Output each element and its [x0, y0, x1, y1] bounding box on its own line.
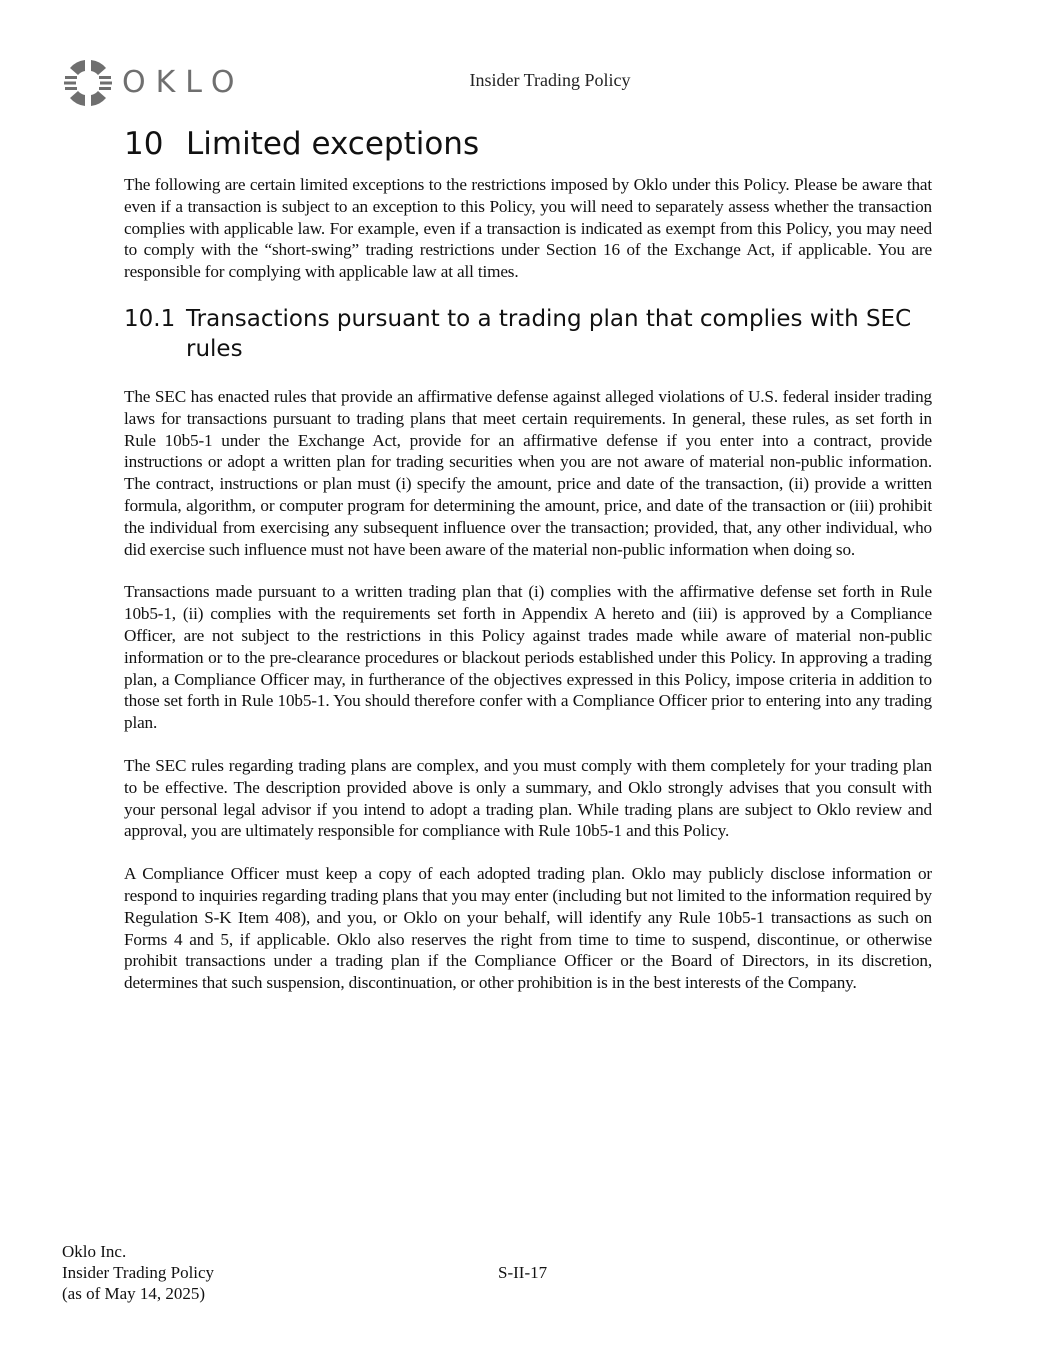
section-intro-paragraph: The following are certain limited exceptions to the restrictions imposed by Oklo under this Policy. Please be aware that even if a transaction is subject to an exception to this Policy, you will need to separately assess whether the transaction complies with applicable law. For example, even if a transaction is indicated as exempt from this Policy, you may need to comply with the “short-swing” trading restrictions under Section 16 of the Exchange Act, if applicable. You are responsible for complying with applicable law at all times.: [124, 175, 932, 282]
subsection-number: 10.1: [124, 305, 176, 332]
section-heading: [124, 122, 932, 166]
paragraph: A Compliance Officer must keep a copy of each adopted trading plan. Oklo may publicly disclose information or respond to inquiries regarding trading plans that you may enter (including but not limited to the information required by Regulation S-K Item 408), and you, or Oklo on your behalf, will identify any Rule 10b5-1 transactions as such on Forms 4 and 5, if applicable. Oklo also reserves the right from time to time to suspend, discontinue, or otherwise prohibit transactions under a trading plan if the Compliance Officer or the Board of Directors, in its discretion, determines that such suspension, discontinuation, or other prohibition is in the best interests of the Company.: [124, 864, 932, 993]
footer-company-name: Oklo Inc.: [62, 1242, 127, 1261]
footer-document-title: Insider Trading Policy: [62, 1263, 215, 1282]
paragraph: The SEC has enacted rules that provide an affirmative defense against alleged violations of U.S. federal insider trading laws for transactions pursuant to trading plans that meet certain requirements. In general, these rules, as set forth in Rule 10b5-1 under the Exchange Act, provide for an affirmative defense if you enter into a contract, provide instructions or adopt a written plan for trading securities when you are not aware of material non-public information. The contract, instructions or plan must (i) specify the amount, price and date of the transaction, (ii) provide a written formula, algorithm, or computer program for determining the amount, price, and date of the transaction or (iii) prohibit the individual from exercising any subsequent influence over the transaction; provided, that, any other individual, who did exercise such influence must not have been aware of the material non-public information when doing so.: [124, 386, 932, 559]
section-title: Limited exceptions: [186, 126, 480, 162]
running-header-title: Insider Trading Policy: [469, 70, 631, 90]
subsection-title: Transactions pursuant to a trading plan that complies with SEC rules: [186, 305, 912, 362]
paragraph: Transactions made pursuant to a written trading plan that (i) complies with the affirmative defense set forth in Rule 10b5-1, (ii) complies with the requirements set forth in Appendix A hereto and (iii) is approved by a Compliance Officer, are not subject to the restrictions in this Policy against trades made while aware of material non-public information or to the pre-clearance procedures or blackout periods established under this Policy. In approving a trading plan, a Compliance Officer may, in furtherance of the objectives expressed in this Policy, impose criteria in addition to those set forth in Rule 10b5-1. You should therefore confer with a Compliance Officer prior to entering into any trading plan.: [124, 582, 932, 733]
document-body: [124, 122, 932, 1015]
logo-wordmark: OKLO: [122, 65, 245, 100]
subsection-heading: [124, 304, 932, 364]
footer-company-info: [62, 1241, 214, 1304]
paragraph: The SEC rules regarding trading plans are complex, and you must comply with them completely for your trading plan to be effective. The description provided above is only a summary, and Oklo strongly advises that you consult with your personal legal advisor if you intend to adopt a trading plan. While trading plans are subject to Oklo review and approval, you are ultimately responsible for compliance with Rule 10b5-1 and this Policy.: [124, 755, 932, 841]
page-number: S-II-17: [498, 1263, 548, 1282]
section-number: 10: [124, 126, 164, 162]
footer-document-date: (as of May 14, 2025): [62, 1284, 206, 1303]
